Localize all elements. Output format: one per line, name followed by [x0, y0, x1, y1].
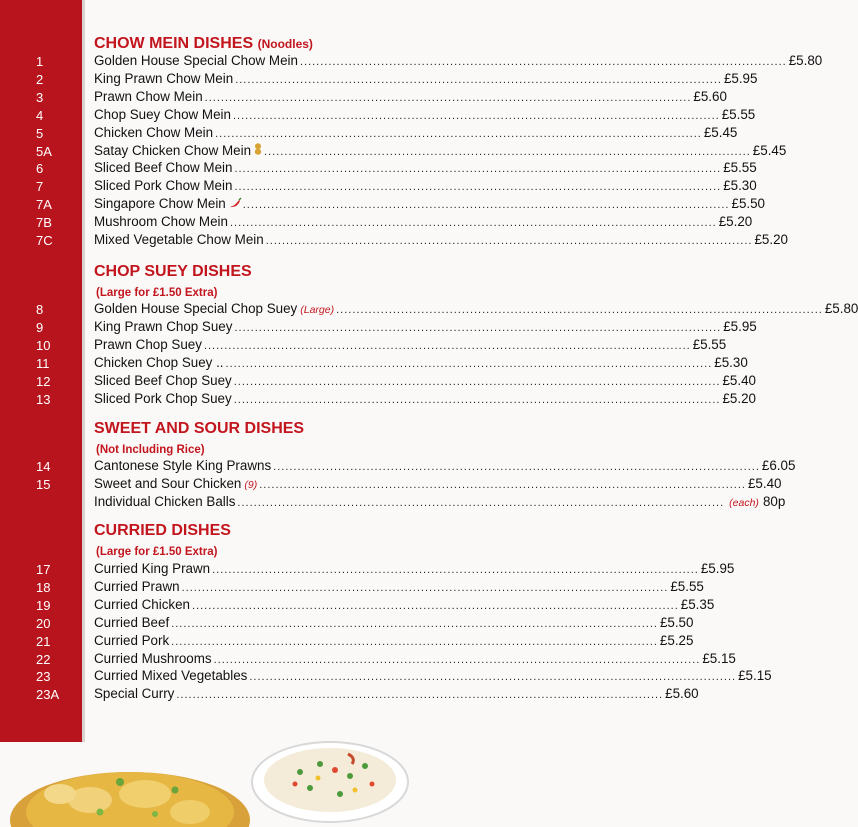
item-name: Curried Prawn: [94, 578, 180, 594]
item-leader-dots: ........................................................................................................................: [234, 321, 722, 334]
item-name: Sliced Pork Chop Suey: [94, 390, 232, 406]
item-leader-dots: ........................................................................................................................: [171, 617, 658, 630]
item-name: Mushroom Chow Mein: [94, 214, 228, 230]
item-price: £5.55: [723, 160, 757, 176]
section-heading-text: CHOW MEIN DISHES: [94, 35, 254, 52]
peanut-icon: [254, 142, 262, 160]
menu-item: [94, 632, 694, 650]
item-number: 17: [36, 562, 51, 577]
menu-item: [94, 213, 753, 231]
item-leader-dots: ........................................................................................................................: [237, 496, 725, 509]
item-number: 19: [36, 597, 51, 613]
item-leader-dots: ........................................................................................................................: [229, 217, 717, 230]
item-number: 9: [36, 319, 44, 335]
item-price: £5.30: [723, 178, 757, 194]
menu-item: [94, 106, 756, 124]
item-number: 15: [36, 476, 51, 492]
item-price: £6.05: [761, 458, 796, 473]
item-number: 22: [36, 651, 51, 667]
item-name: Individual Chicken Balls: [94, 493, 236, 509]
section-heading: [94, 420, 304, 438]
item-price: £5.40: [722, 372, 756, 388]
item-name: King Prawn Chop Suey: [94, 318, 233, 334]
item-leader-dots: ........................................................................................................................: [249, 671, 737, 684]
section-heading-sub: (Noodles): [257, 37, 313, 51]
item-number: 23A: [36, 687, 60, 703]
item-number: 14: [36, 459, 51, 474]
item-name: Curried Mixed Vegetables: [94, 668, 248, 684]
item-leader-dots: ........................................................................................................................: [171, 635, 658, 648]
item-name: Chop Suey Chow Mein: [94, 106, 231, 122]
item-number: 7B: [36, 215, 52, 231]
item-price: £5.45: [752, 142, 787, 158]
item-price: £5.55: [692, 336, 727, 352]
item-leader-dots: ........................................................................................................................: [212, 564, 699, 576]
menu-item: [94, 685, 699, 703]
item-name: Sweet and Sour Chicken: [94, 475, 242, 491]
item-name: Golden House Special Chop Suey: [94, 301, 298, 316]
menu-item: [94, 52, 823, 70]
item-leader-dots: ........................................................................................................................: [336, 304, 823, 316]
menu-item: [94, 578, 704, 596]
item-price: £5.50: [731, 196, 766, 212]
item-leader-dots: ........................................................................................................................: [215, 127, 702, 140]
item-leader-dots: ........................................................................................................................: [192, 599, 679, 612]
item-name: Singapore Chow Mein: [94, 196, 226, 212]
item-note: (9): [244, 478, 258, 491]
item-name: Curried King Prawn: [94, 561, 211, 576]
section-note: (Large for £1.50 Extra): [96, 546, 218, 558]
section-note: (Not Including Rice): [96, 444, 205, 456]
item-number: 12: [36, 373, 51, 389]
item-price: £5.55: [721, 106, 756, 122]
item-price: £5.55: [670, 578, 704, 594]
item-leader-dots: ........................................................................................................................: [234, 163, 722, 176]
section-heading: [94, 522, 231, 540]
item-leader-dots: ........................................................................................................................: [232, 109, 720, 122]
item-leader-dots: ........................................................................................................................: [203, 339, 691, 352]
item-price: £5.95: [700, 561, 735, 576]
item-price-note: (each): [729, 496, 759, 509]
item-price: £5.50: [659, 614, 694, 630]
sidebar-edge: [82, 0, 85, 742]
item-leader-dots: ........................................................................................................................: [213, 653, 701, 666]
menu-item: [94, 88, 727, 106]
item-leader-dots: ........................................................................................................................: [273, 461, 760, 473]
menu-item: [94, 596, 715, 614]
item-price: £5.60: [693, 88, 727, 104]
menu-item: [94, 142, 787, 160]
menu-item: [94, 372, 756, 390]
item-price: £5.95: [723, 70, 758, 86]
menu-item: [94, 70, 758, 88]
item-name: Prawn Chow Mein: [94, 88, 203, 104]
item-leader-dots: ........................................................................................................................: [235, 73, 722, 86]
menu-item: [94, 457, 796, 475]
item-name: Curried Mushrooms: [94, 650, 212, 666]
menu-item: [94, 650, 736, 668]
item-number: 3: [36, 89, 44, 105]
item-name: Chicken Chow Mein: [94, 124, 214, 140]
menu-item: [94, 177, 757, 195]
item-name: King Prawn Chow Mein: [94, 70, 234, 86]
section-note: (Large for £1.50 Extra): [96, 287, 218, 299]
item-number: 8: [36, 302, 44, 317]
item-number: 7A: [36, 197, 52, 213]
item-name: Sliced Pork Chow Mein: [94, 178, 233, 194]
item-leader-dots: ........................................................................................................................: [225, 357, 713, 370]
item-number: 7: [36, 179, 44, 195]
item-number: 5: [36, 125, 44, 141]
item-price: £5.80: [824, 301, 858, 316]
item-name: Chicken Chop Suey ..: [94, 354, 224, 370]
item-name: Satay Chicken Chow Mein: [94, 142, 252, 158]
item-name: Sliced Beef Chop Suey: [94, 372, 232, 388]
item-number: 7C: [36, 233, 53, 248]
food-photos-illustration: [0, 742, 422, 822]
item-name: Special Curry: [94, 686, 175, 702]
item-number: 4: [36, 107, 44, 123]
item-name: Sliced Beef Chow Mein: [94, 160, 233, 176]
item-leader-dots: ........................................................................................................................: [234, 181, 722, 194]
menu-item: [94, 475, 782, 493]
menu-item: [94, 667, 772, 685]
item-name: Mixed Vegetable Chow Mein: [94, 232, 264, 247]
item-price: £5.80: [788, 53, 823, 68]
section-heading: [94, 263, 252, 281]
item-name: Curried Pork: [94, 632, 170, 648]
item-leader-dots: ........................................................................................................................: [233, 375, 721, 388]
menu-item: [94, 336, 727, 354]
item-price: 80p: [762, 493, 786, 509]
menu-item: [94, 614, 694, 632]
item-leader-dots: ........................................................................................................................: [264, 145, 751, 158]
item-number: 21: [36, 633, 51, 649]
item-leader-dots: ........................................................................................................................: [259, 478, 746, 491]
item-name: Golden House Special Chow Mein: [94, 53, 298, 68]
item-leader-dots: ........................................................................................................................: [299, 56, 787, 68]
item-number: 2: [36, 71, 44, 87]
item-number: 13: [36, 391, 51, 407]
item-name: Prawn Chop Suey: [94, 336, 202, 352]
item-price: £5.20: [722, 390, 756, 406]
menu-item: [94, 231, 788, 249]
menu-item: [94, 318, 757, 336]
section-heading-text: CURRIED DISHES: [94, 522, 231, 539]
menu-item: [94, 354, 748, 372]
item-leader-dots: ........................................................................................................................: [176, 689, 664, 702]
menu-item: [94, 159, 757, 177]
item-price: £5.20: [754, 232, 788, 247]
menu-item: [94, 560, 735, 578]
item-note: (Large): [300, 304, 335, 316]
item-price: £5.60: [665, 686, 699, 702]
menu-item: [94, 124, 738, 142]
menu-item: [94, 390, 756, 408]
menu-item: [94, 300, 858, 318]
item-number: 18: [36, 579, 51, 595]
section-heading-text: CHOP SUEY DISHES: [94, 263, 252, 280]
fried-rice-bowl-photo: [252, 742, 408, 822]
item-price: £5.15: [702, 650, 736, 666]
item-price: £5.35: [680, 596, 715, 612]
chilli-icon: [229, 195, 241, 213]
item-price: £5.40: [747, 475, 782, 491]
item-price: £5.25: [659, 632, 694, 648]
item-leader-dots: ........................................................................................................................: [204, 91, 692, 104]
item-name: Cantonese Style King Prawns: [94, 458, 272, 473]
item-number: 5A: [36, 143, 52, 159]
curry-dish-photo: [10, 772, 250, 827]
section-heading-text: SWEET AND SOUR DISHES: [94, 420, 305, 437]
menu-item: [94, 493, 786, 511]
item-price: £5.95: [723, 318, 757, 334]
item-name: Curried Beef: [94, 614, 170, 630]
item-leader-dots: ........................................................................................................................: [233, 393, 721, 406]
item-number: 1: [36, 54, 44, 69]
menu-item: [94, 195, 766, 213]
item-number: 6: [36, 161, 44, 177]
item-price: £5.15: [738, 668, 772, 684]
item-price: £5.45: [703, 124, 738, 140]
item-number: 10: [36, 337, 51, 353]
item-number: 20: [36, 615, 51, 631]
food-photos: [0, 742, 422, 822]
item-leader-dots: ........................................................................................................................: [242, 199, 730, 212]
item-number: 23: [36, 669, 51, 685]
item-name: Curried Chicken: [94, 596, 191, 612]
item-price: £5.30: [714, 354, 748, 370]
section-heading: [94, 35, 313, 53]
item-price: £5.20: [718, 214, 753, 230]
item-number: 11: [36, 355, 50, 371]
item-leader-dots: ........................................................................................................................: [265, 235, 753, 247]
item-leader-dots: ........................................................................................................................: [181, 581, 669, 594]
